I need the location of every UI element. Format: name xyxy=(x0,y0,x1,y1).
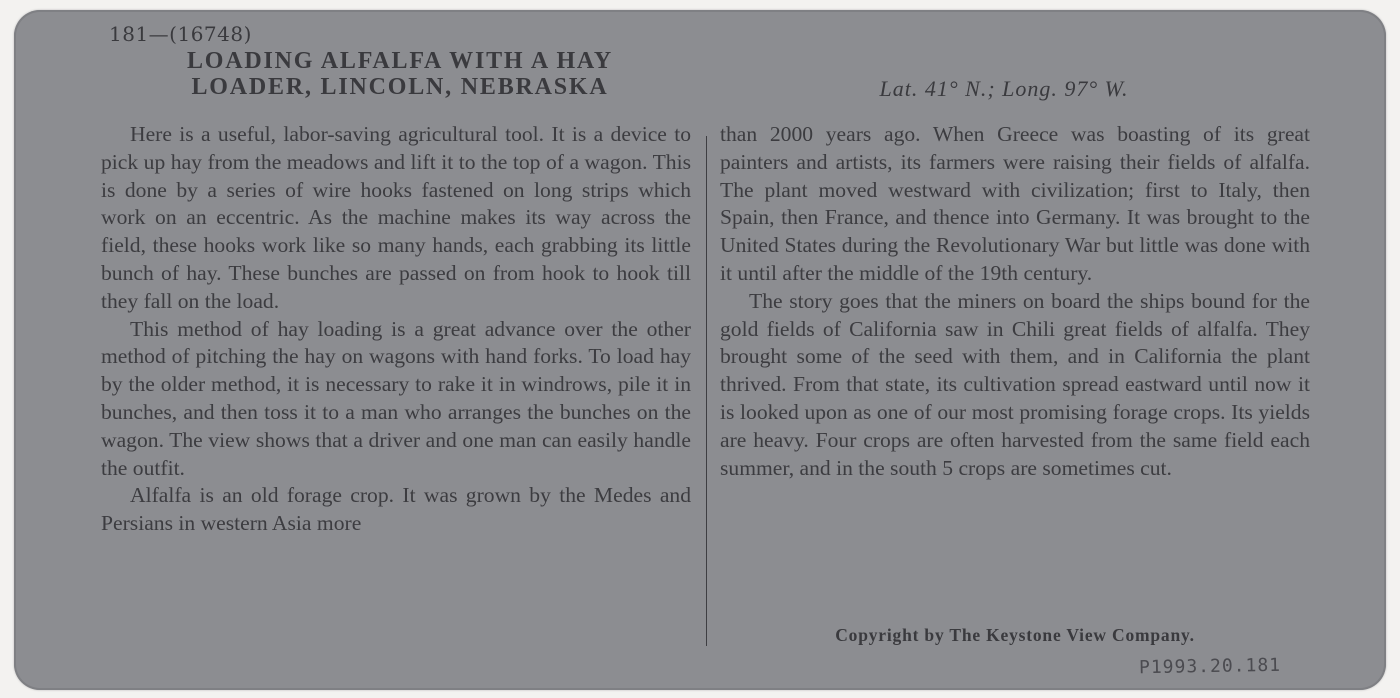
coordinates-label: Lat. 41° N.; Long. 97° W. xyxy=(879,76,1129,101)
accession-number: P1993.20.181 xyxy=(1138,654,1282,679)
right-text-column xyxy=(720,121,1310,482)
paragraph: Alfalfa is an old forage crop. It was grown by the Medes and Persians in western Asia more xyxy=(101,483,691,536)
column-divider xyxy=(706,136,707,646)
paragraph: than 2000 years ago. When Greece was boasting of its great painters and artists, its farmers were raising their fields of alfalfa. The plant moved westward with civilization; first to Italy, then Spain, then France, and thence into Germany. It was brought to the United States during the Revolutionary War but little was done with it until after the middle of the 19th century. xyxy=(720,122,1310,285)
paragraph: The story goes that the miners on board the ships bound for the gold fields of California saw in Chili great fields of alfalfa. They brought some of the seed with them, and in California the plant thrived. From that state, its cultivation spread eastward until now it is looked upon as one of our most promising forage crops. Its yields are heavy. Four crops are often harvested from the same field each summer, and in the south 5 crops are sometimes cut. xyxy=(720,288,1310,480)
card-title xyxy=(104,48,696,100)
title-line-1: LOADING ALFALFA WITH A HAY xyxy=(187,48,613,74)
paragraph: This method of hay loading is a great advance over the other method of pitching the hay on wagons with hand forks. To load hay by the older method, it is necessary to rake it in windrows, pile it in bunches, and then toss it to a man who arranges the bunches on the wagon. The view shows that a driver and one man can easily handle the outfit. xyxy=(101,316,691,480)
card-number: 181—(16748) xyxy=(109,22,252,46)
copyright-notice: Copyright by The Keystone View Company. xyxy=(835,625,1195,645)
stereoview-card-back xyxy=(14,10,1386,690)
left-text-column xyxy=(101,121,691,538)
paragraph: Here is a useful, labor-saving agricultural tool. It is a device to pick up hay from the meadows and lift it to the top of a wagon. This is done by a series of wire hooks fastened on long strips which work on an eccentric. As the machine makes its way across the field, these hooks work like so many hands, each grabbing its little bunch of hay. These bunches are passed on from hook to hook till they fall on the load. xyxy=(101,122,691,313)
title-line-2: LOADER, LINCOLN, NEBRASKA xyxy=(191,74,609,100)
